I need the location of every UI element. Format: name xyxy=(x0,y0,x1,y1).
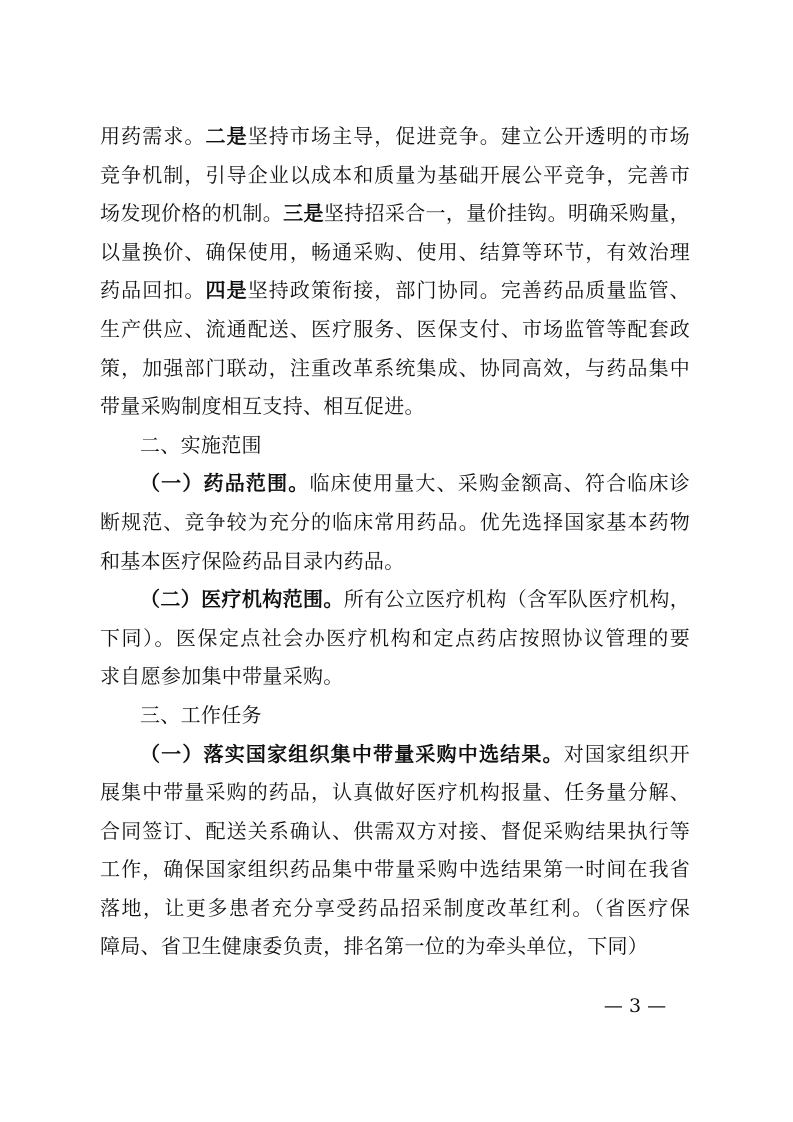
document-body xyxy=(100,117,690,966)
item-label: （二）医疗机构范围。 xyxy=(140,587,344,612)
paragraph-line: 药品回扣。四是坚持政策衔接，部门协同。完善药品质量监管、 xyxy=(100,278,690,303)
paragraph-line: 策，加强部门联动，注重改革系统集成、协同高效，与药品集中 xyxy=(100,355,690,380)
item-label: （一）药品范围。 xyxy=(140,471,310,496)
bold-lead: 三是 xyxy=(283,201,324,226)
bold-lead: 二是 xyxy=(205,124,248,148)
paragraph-line: 以量换价、确保使用，畅通采购、使用、结算等环节，有效治理 xyxy=(100,239,690,264)
paragraph-line: 用药需求。二是坚持市场主导，促进竞争。建立公开透明的市场 xyxy=(100,124,690,148)
paragraph-line: 带量采购制度相互支持、相互促进。 xyxy=(100,394,425,419)
section-heading: 三、工作任务 xyxy=(140,702,262,727)
paragraph-line: （一）落实国家组织集中带量采购中选结果。对国家组织开 xyxy=(140,741,690,766)
paragraph-line: 生产供应、流通配送、医疗服务、医保支付、市场监管等配套政 xyxy=(100,316,690,341)
page-number: — 3 — xyxy=(603,995,667,1017)
item-label: （一）落实国家组织集中带量采购中选结果。 xyxy=(140,741,564,766)
paragraph-line: 落地，让更多患者充分享受药品招采制度改革红利。（省医疗保 xyxy=(100,895,690,920)
paragraph-line: 展集中带量采购的药品，认真做好医疗机构报量、任务量分解、 xyxy=(100,780,690,805)
section-heading: 二、实施范围 xyxy=(140,432,262,457)
paragraph-line: 求自愿参加集中带量采购。 xyxy=(100,664,344,689)
paragraph-line: 下同）。医保定点社会办医疗机构和定点药店按照协议管理的要 xyxy=(100,625,690,650)
paragraph-line: 障局、省卫生健康委负责，排名第一位的为牵头单位，下同） xyxy=(100,934,649,959)
paragraph-line: 工作，确保国家组织药品集中带量采购中选结果第一时间在我省 xyxy=(100,857,690,882)
paragraph-line: 合同签订、配送关系确认、供需双方对接、督促采购结果执行等 xyxy=(100,818,690,843)
paragraph-line: 竞争机制，引导企业以成本和质量为基础开展公平竞争，完善市 xyxy=(100,162,690,187)
paragraph-line: 场发现价格的机制。三是坚持招采合一，量价挂钩。明确采购量， xyxy=(100,201,690,226)
bold-lead: 四是 xyxy=(205,278,248,303)
paragraph-line: 和基本医疗保险药品目录内药品。 xyxy=(100,548,405,573)
paragraph-line: （一）药品范围。临床使用量大、采购金额高、符合临床诊 xyxy=(140,471,690,496)
paragraph-line: 断规范、竞争较为充分的临床常用药品。优先选择国家基本药物 xyxy=(100,509,690,534)
paragraph-line: （二）医疗机构范围。所有公立医疗机构（含军队医疗机构， xyxy=(140,587,690,612)
